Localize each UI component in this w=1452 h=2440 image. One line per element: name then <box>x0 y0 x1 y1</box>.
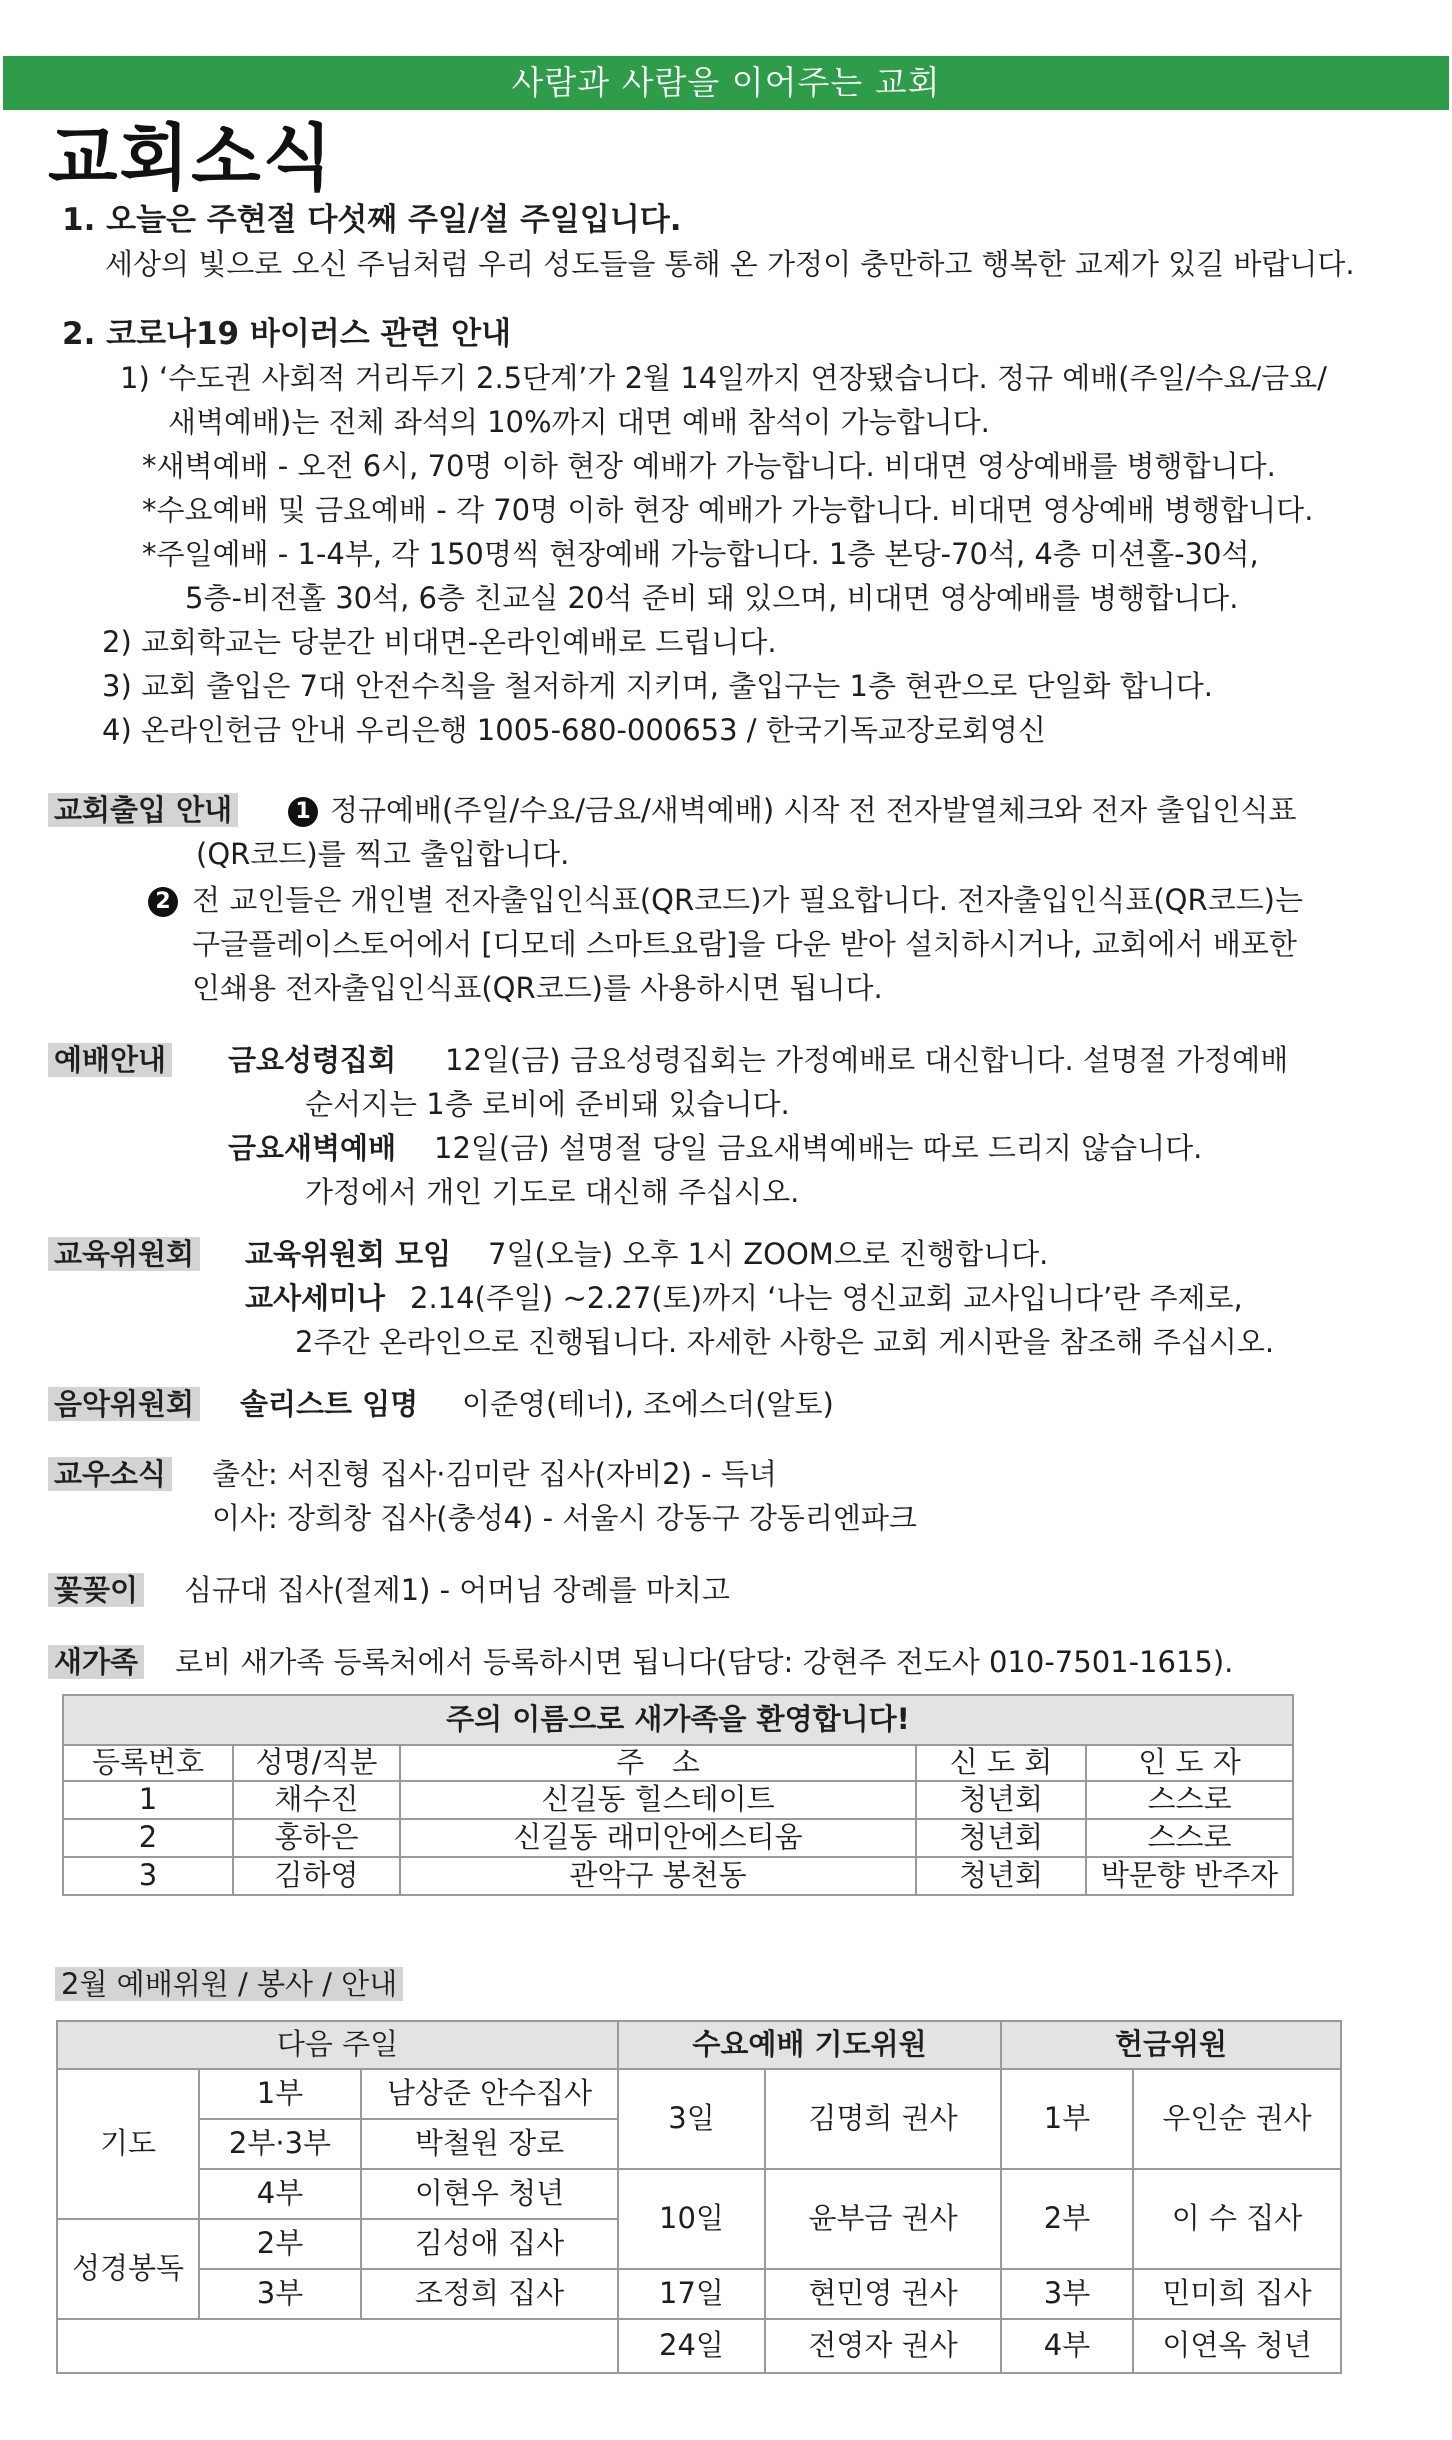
education-label: 교육위원회 <box>48 1237 200 1271</box>
education-a-title: 교육위원회 모임 <box>245 1237 452 1271</box>
newfamily-table <box>62 1694 1294 1896</box>
cell: 김하영 <box>233 1857 400 1895</box>
news-line: *주일예배 - 1-4부, 각 150명씩 현장예배 가능합니다. 1층 본당-70석, 4층 미션홀-30석, <box>142 537 1259 571</box>
cell: 이연옥 청년 <box>1133 2319 1341 2373</box>
newfamily-text: 로비 새가족 등록처에서 등록하시면 됩니다(담당: 강현주 전도사 010-7501-1615). <box>175 1645 1234 1679</box>
col-next-sunday: 다음 주일 <box>57 2021 618 2069</box>
cell: 2부·3부 <box>199 2119 361 2169</box>
cell: 이 수 집사 <box>1133 2169 1341 2269</box>
education-a-text: 7일(오늘) 오후 1시 ZOOM으로 진행합니다. <box>488 1237 1049 1271</box>
cell: 신길동 힐스테이트 <box>400 1781 916 1819</box>
cell: 2부 <box>1001 2169 1133 2269</box>
col-wed-prayer: 수요예배 기도위원 <box>618 2021 1001 2069</box>
entry-marker-1: 1 <box>288 790 318 830</box>
cell: 3 <box>63 1857 233 1895</box>
members-line1: 출산: 서진형 집사·김미란 집사(자비2) - 득녀 <box>212 1457 777 1491</box>
reading-label: 성경봉독 <box>57 2219 199 2319</box>
cell: 박문향 반주자 <box>1086 1857 1293 1895</box>
worship-b-line2: 가정에서 개인 기도로 대신해 주십시오. <box>305 1175 800 1209</box>
cell: 민미희 집사 <box>1133 2269 1341 2319</box>
cell: 4부 <box>199 2169 361 2219</box>
col-offering: 헌금위원 <box>1001 2021 1341 2069</box>
cell: 신길동 래미안에스티움 <box>400 1819 916 1857</box>
worship-b-line1: 12일(금) 설명절 당일 금요새벽예배는 따로 드리지 않습니다. <box>434 1131 1203 1165</box>
newfamily-label: 새가족 <box>48 1645 144 1679</box>
table-header: 등록번호 <box>63 1745 233 1781</box>
cell: 우인순 권사 <box>1133 2069 1341 2169</box>
cell: 전영자 권사 <box>765 2319 1001 2373</box>
cell: 김성애 집사 <box>361 2219 618 2269</box>
cell: 17일 <box>618 2269 765 2319</box>
table-header: 인 도 자 <box>1086 1745 1293 1781</box>
worship-a-title: 금요성령집회 <box>228 1043 397 1077</box>
cell: 2부 <box>199 2219 361 2269</box>
cell: 이현우 청년 <box>361 2169 618 2219</box>
service-heading: 2월 예배위원 / 봉사 / 안내 <box>55 1967 403 2001</box>
education-b-title: 교사세미나 <box>245 1281 386 1315</box>
news-line: 1) ‘수도권 사회적 거리두기 2.5단계’가 2월 14일까지 연장됐습니다. 정규 예배(주일/수요/금요/ <box>120 361 1327 395</box>
entry-p2-line2: 구글플레이스토어에서 [디모데 스마트요람]을 다운 받아 설치하시거나, 교회에서 배포한 <box>192 927 1297 961</box>
page-title: 교회소식 <box>48 115 335 200</box>
banner: 사람과 사람을 이어주는 교회 <box>3 56 1449 110</box>
cell: 김명희 권사 <box>765 2069 1001 2169</box>
newfamily-table-title: 주의 이름으로 새가족을 환영합니다! <box>63 1695 1293 1745</box>
cell: 1부 <box>199 2069 361 2119</box>
worship-b-title: 금요새벽예배 <box>228 1131 397 1165</box>
news-item1-title: 1. 오늘은 주현절 다섯째 주일/설 주일입니다. <box>62 202 682 238</box>
education-b-line2: 2주간 온라인으로 진행됩니다. 자세한 사항은 교회 게시판을 참조해 주십시오. <box>295 1325 1275 1359</box>
worship-a-line1: 12일(금) 금요성령집회는 가정예배로 대신합니다. 설명절 가정예배 <box>445 1043 1289 1077</box>
news-line: *새벽예배 - 오전 6시, 70명 이하 현장 예배가 가능합니다. 비대면 영상예배를 병행합니다. <box>142 449 1276 483</box>
cell: 3일 <box>618 2069 765 2169</box>
cell: 남상준 안수집사 <box>361 2069 618 2119</box>
music-text: 이준영(테너), 조에스더(알토) <box>462 1387 834 1421</box>
news-line: *수요예배 및 금요예배 - 각 70명 이하 현장 예배가 가능합니다. 비대면 영상예배 병행합니다. <box>142 493 1314 527</box>
cell: 현민영 권사 <box>765 2269 1001 2319</box>
flower-label: 꽃꽂이 <box>48 1573 144 1607</box>
cell: 채수진 <box>233 1781 400 1819</box>
worship-label: 예배안내 <box>48 1043 172 1077</box>
cell: 3부 <box>1001 2269 1133 2319</box>
service-table <box>56 2020 1342 2374</box>
cell: 조정희 집사 <box>361 2269 618 2319</box>
cell: 청년회 <box>916 1819 1086 1857</box>
table-header: 성명/직분 <box>233 1745 400 1781</box>
table-header: 주 소 <box>400 1745 916 1781</box>
worship-a-line2: 순서지는 1층 로비에 준비돼 있습니다. <box>305 1087 790 1121</box>
members-label: 교우소식 <box>48 1457 172 1491</box>
entry-p2-line1: 전 교인들은 개인별 전자출입인식표(QR코드)가 필요합니다. 전자출입인식표(QR코드)는 <box>192 883 1303 917</box>
cell: 4부 <box>1001 2319 1133 2373</box>
entry-marker-2: 2 <box>148 880 178 920</box>
news-line: 5층-비전홀 30석, 6층 친교실 20석 준비 돼 있으며, 비대면 영상예배를 병행합니다. <box>185 581 1239 615</box>
cell: 2 <box>63 1819 233 1857</box>
music-title: 솔리스트 임명 <box>240 1387 419 1421</box>
cell: 관악구 봉천동 <box>400 1857 916 1895</box>
cell: 3부 <box>199 2269 361 2319</box>
cell: 청년회 <box>916 1857 1086 1895</box>
cell: 24일 <box>618 2319 765 2373</box>
news-item1-body: 세상의 빛으로 오신 주님처럼 우리 성도들을 통해 온 가정이 충만하고 행복한 교제가 있길 바랍니다. <box>105 247 1355 281</box>
cell: 윤부금 권사 <box>765 2169 1001 2269</box>
prayer-label: 기도 <box>57 2069 199 2219</box>
table-header: 신 도 회 <box>916 1745 1086 1781</box>
news-line: 2) 교회학교는 당분간 비대면-온라인예배로 드립니다. <box>102 625 777 659</box>
cell: 10일 <box>618 2169 765 2269</box>
members-line2: 이사: 장희창 집사(충성4) - 서울시 강동구 강동리엔파크 <box>212 1501 917 1535</box>
cell: 홍하은 <box>233 1819 400 1857</box>
entry-p2-line3: 인쇄용 전자출입인식표(QR코드)를 사용하시면 됩니다. <box>192 971 883 1005</box>
education-b-line1: 2.14(주일) ~2.27(토)까지 ‘나는 영신교회 교사입니다’란 주제로, <box>410 1281 1243 1315</box>
news-item2-title: 2. 코로나19 바이러스 관련 안내 <box>62 316 512 352</box>
cell: 스스로 <box>1086 1781 1293 1819</box>
news-line: 새벽예배)는 전체 좌석의 10%까지 대면 예배 참석이 가능합니다. <box>168 405 990 439</box>
entry-label: 교회출입 안내 <box>48 793 238 827</box>
entry-p1-line1: 정규예배(주일/수요/금요/새벽예배) 시작 전 전자발열체크와 전자 출입인식표 <box>330 793 1297 827</box>
cell: 스스로 <box>1086 1819 1293 1857</box>
music-label: 음악위원회 <box>48 1387 200 1421</box>
flower-text: 심규대 집사(절제1) - 어머님 장례를 마치고 <box>184 1573 730 1607</box>
cell: 1부 <box>1001 2069 1133 2169</box>
table-row <box>63 1857 1293 1895</box>
cell: 청년회 <box>916 1781 1086 1819</box>
news-line: 3) 교회 출입은 7대 안전수칙을 철저하게 지키며, 출입구는 1층 현관으로 단일화 합니다. <box>102 669 1213 703</box>
entry-p1-line2: (QR코드)를 찍고 출입합니다. <box>196 837 570 871</box>
news-line: 4) 온라인헌금 안내 우리은행 1005-680-000653 / 한국기독교장로회영신 <box>102 713 1046 747</box>
table-row <box>63 1781 1293 1819</box>
cell: 1 <box>63 1781 233 1819</box>
cell: 박철원 장로 <box>361 2119 618 2169</box>
table-row <box>63 1819 1293 1857</box>
